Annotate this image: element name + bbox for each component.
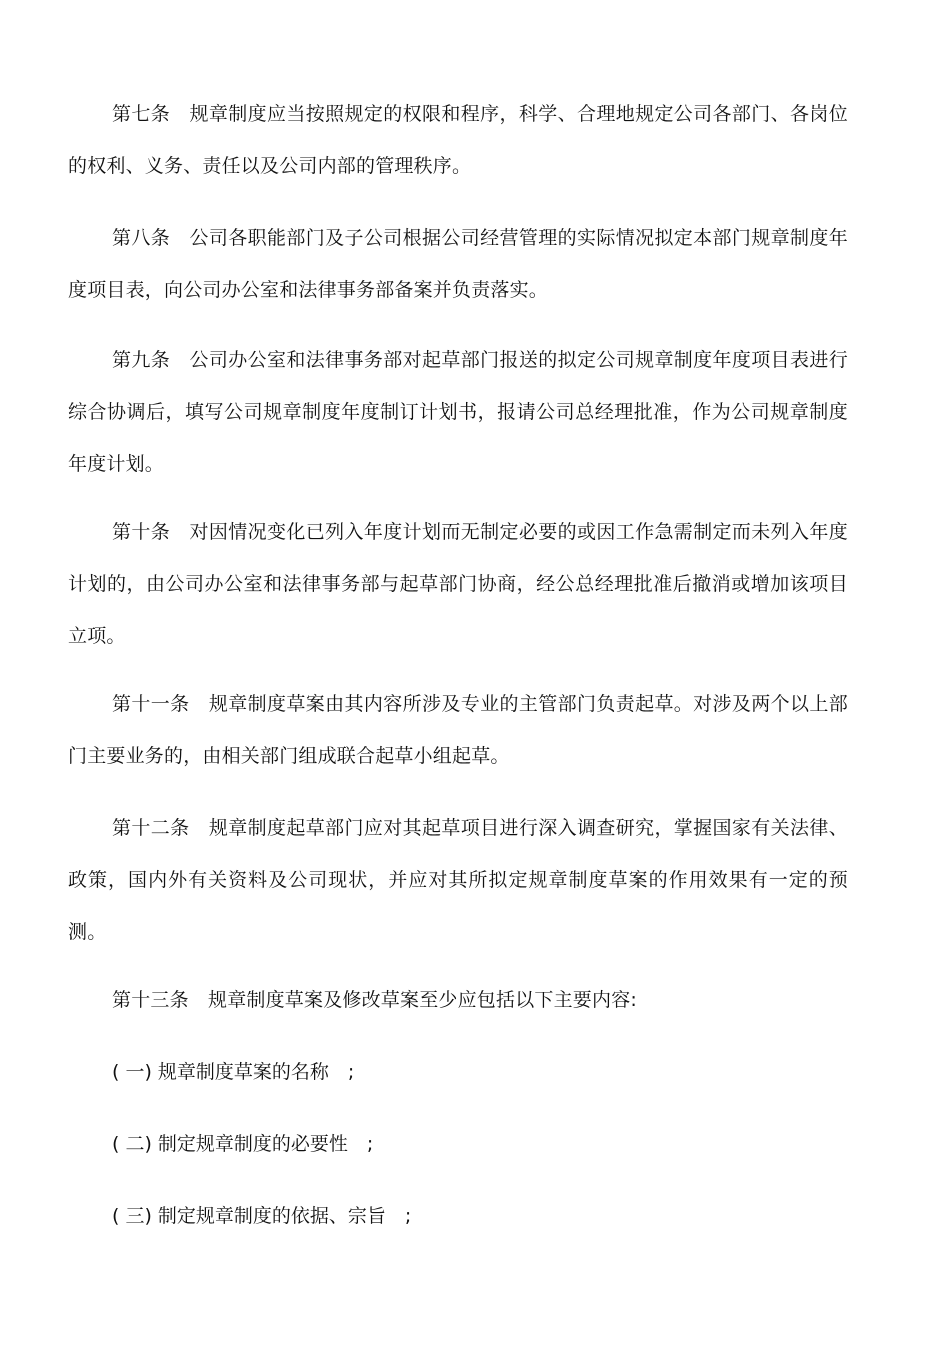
article-13: 第十三条 规章制度草案及修改草案至少应包括以下主要内容: [112, 989, 638, 1011]
list-item: ( 二) 制定规章制度的必要性 ; [112, 1133, 374, 1155]
article-11: 第十一条 规章制度草案由其内容所涉及专业的主管部门负责起草。对涉及两个以上部门主要业务的，由相关部门组成联合起草小组起草。 [68, 693, 848, 767]
list-item: ( 三) 制定规章制度的依据、宗旨 ; [112, 1205, 412, 1227]
article-9: 第九条 公司办公室和法律事务部对起草部门报送的拟定公司规章制度年度项目表进行综合协调后，填写公司规章制度年度制订计划书，报请公司总经理批准，作为公司规章制度年度计划。 [68, 349, 848, 475]
article-7: 第七条 规章制度应当按照规定的权限和程序，科学、合理地规定公司各部门、各岗位的权利、义务、责任以及公司内部的管理秩序。 [68, 103, 848, 177]
article-12: 第十二条 规章制度起草部门应对其起草项目进行深入调查研究，掌握国家有关法律、政策，国内外有关资料及公司现状，并应对其所拟定规章制度草案的作用效果有一定的预测。 [68, 817, 848, 943]
article-8: 第八条 公司各职能部门及子公司根据公司经营管理的实际情况拟定本部门规章制度年度项目表，向公司办公室和法律事务部备案并负责落实。 [68, 227, 848, 301]
article-10: 第十条 对因情况变化已列入年度计划而无制定必要的或因工作急需制定而未列入年度计划的，由公司办公室和法律事务部与起草部门协商，经公总经理批准后撤消或增加该项目立项。 [68, 521, 848, 647]
list-item: ( 一) 规章制度草案的名称 ; [112, 1061, 355, 1083]
